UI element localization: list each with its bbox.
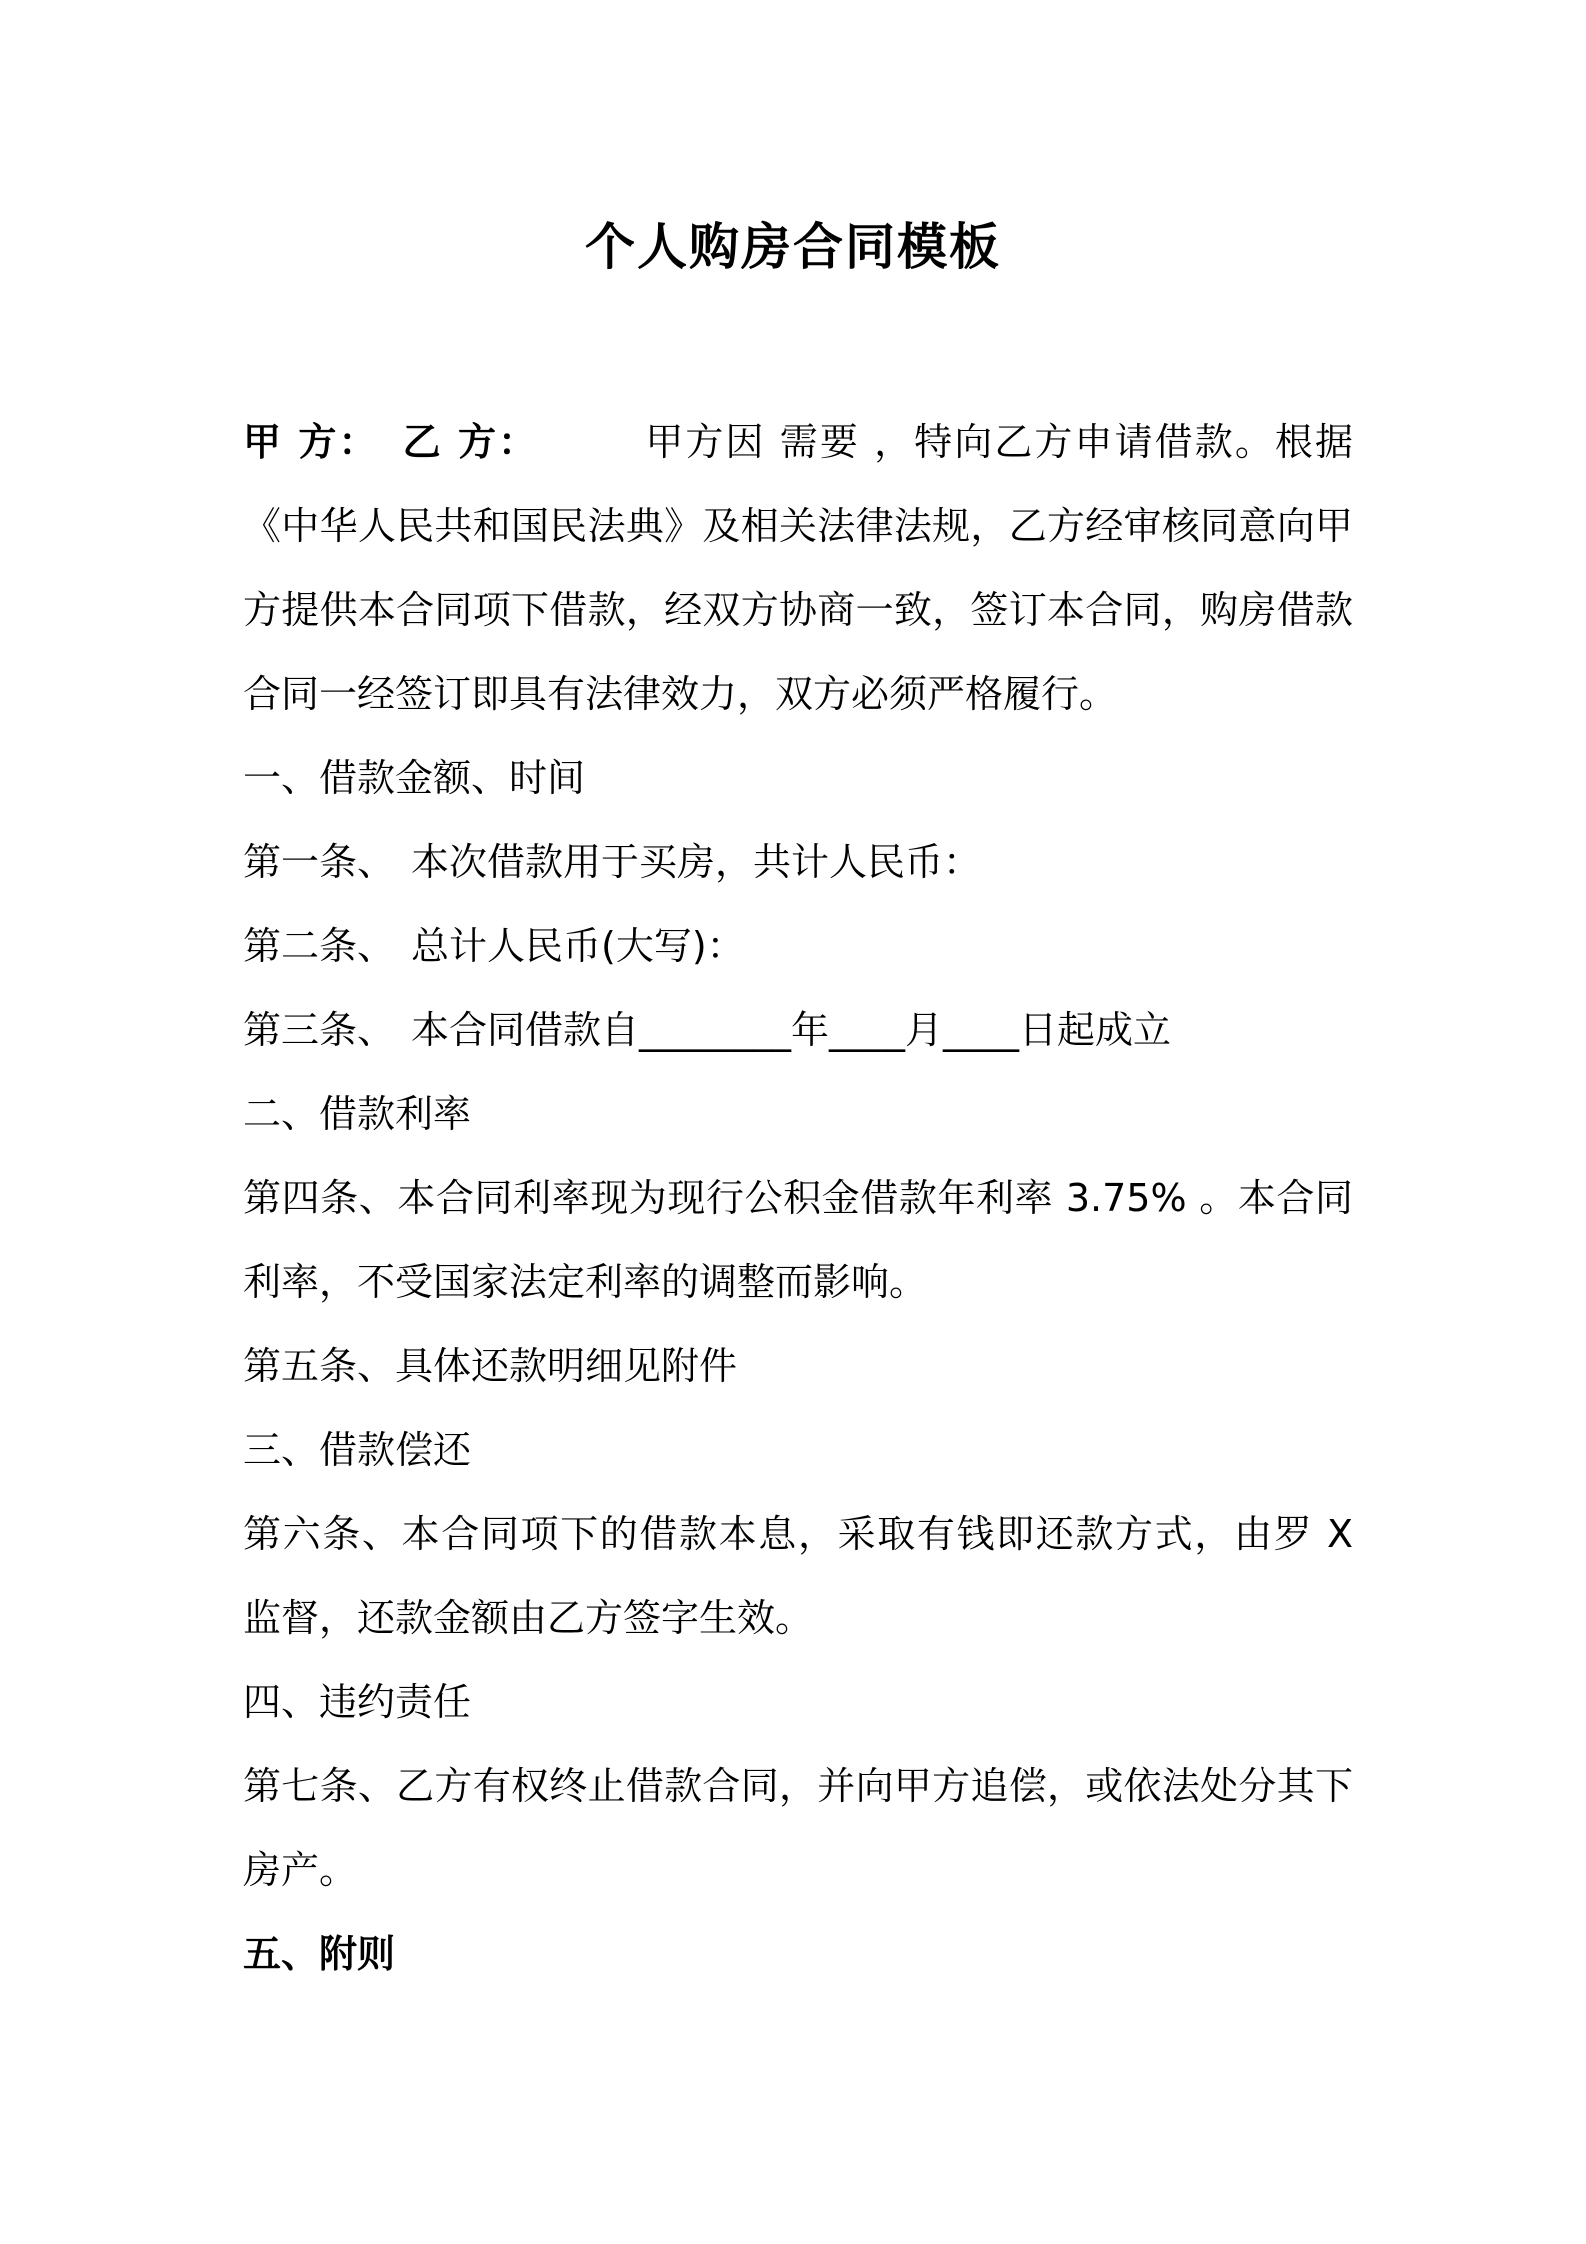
article-7: 第七条、乙方有权终止借款合同，并向甲方追偿，或依法处分其下房产。 xyxy=(243,1764,1353,1892)
section-heading: 一、借款金额、时间 xyxy=(243,756,586,800)
party-b-label: 乙 方： xyxy=(400,420,539,464)
article-label: 第二条、 xyxy=(243,924,396,968)
intro-paragraph xyxy=(243,400,1353,736)
party-a-label: 甲 方： xyxy=(243,420,379,464)
article-2 xyxy=(243,904,1353,988)
intro-text: 甲方因 需要 ，特向乙方申请借款。根据《中华人民共和国民法典》及相关法律法规，乙方经审核同意向甲方提供本合同项下借款，经双方协商一致，签订本合同，购房借款合同一经签订即具有法律效力，双方必须严格履行。 xyxy=(243,420,1353,716)
article-6: 第六条、本合同项下的借款本息，采取有钱即还款方式，由罗 X 监督，还款金额由乙方签字生效。 xyxy=(243,1512,1353,1640)
article-1 xyxy=(243,820,1353,904)
section-heading: 二、借款利率 xyxy=(243,1092,472,1136)
article-4: 第四条、本合同利率现为现行公积金借款年利率 3.75% 。本合同利率，不受国家法定利率的调整而影响。 xyxy=(243,1176,1353,1304)
article-text: 本次借款用于买房，共计人民币： xyxy=(411,840,982,884)
article-text: 本合同借款自________年____月____日起成立 xyxy=(411,1008,1172,1052)
section-heading: 五、附则 xyxy=(243,1932,396,1976)
article-label: 第一条、 xyxy=(243,840,396,884)
page-title: 个人购房合同模板 xyxy=(585,218,1001,276)
article-5: 第五条、具体还款明细见附件 xyxy=(243,1344,738,1388)
section-heading: 三、借款偿还 xyxy=(243,1428,472,1472)
article-text: 总计人民币(大写)： xyxy=(411,924,745,968)
section-heading: 四、违约责任 xyxy=(243,1680,472,1724)
article-label: 第三条、 xyxy=(243,1008,396,1052)
article-3 xyxy=(243,988,1353,1072)
contract-body xyxy=(243,400,1353,1996)
